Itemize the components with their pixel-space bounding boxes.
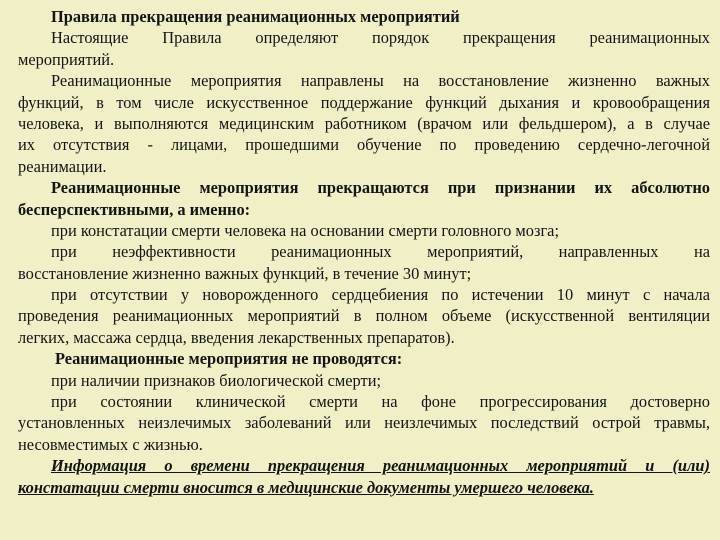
list-item-line: при наличии признаков биологической смерти; <box>51 370 382 390</box>
list-item-line: восстановление жизненно важных функций, в течение 30 минут; <box>18 263 472 283</box>
document-title: Правила прекращения реанимационных мероприятий <box>51 7 460 26</box>
emphasis-line: констатации смерти вносится в медицинские документы умершего человека. <box>18 477 594 497</box>
bold-line: бесперспективными, а именно: <box>18 199 251 219</box>
paragraph-line: Настоящие Правила определяют порядок прекращения реанимационных <box>51 28 710 48</box>
paragraph-line: их отсутствия - лицами, прошедшими обучение по проведению сердечно-легочной <box>18 135 710 155</box>
list-item-line: установленных неизлечимых заболеваний или неизлечимых последствий острой травмы, <box>18 413 710 433</box>
list-item-line: при состоянии клинической смерти на фоне прогрессирования достоверно <box>51 392 710 412</box>
emphasis-line: Информация о времени прекращения реанимационных мероприятий и (или) <box>51 456 710 476</box>
paragraph-line: человека, и выполняются медицинским работником (врачом или фельдшером), а в случае <box>18 113 710 133</box>
paragraph-line: Реанимационные мероприятия направлены на восстановление жизненно важных <box>51 71 710 91</box>
list-item-line: при констатации смерти человека на основании смерти головного мозга; <box>51 220 560 240</box>
list-item-line: проведения реанимационных мероприятий в полном объеме (искусственной вентиляции <box>18 306 710 326</box>
paragraph-line: функций, в том числе искусственное поддержание функций дыхания и кровообращения <box>18 92 710 112</box>
list-item-line: несовместимых с жизнью. <box>18 434 203 454</box>
list-item-line: при отсутствии у новорожденного сердцебиения по истечении 10 минут с начала <box>51 285 710 305</box>
bold-line: Реанимационные мероприятия прекращаются при признании их абсолютно <box>51 178 710 198</box>
list-item-line: легких, массажа сердца, введения лекарственных препаратов). <box>18 327 455 347</box>
list-item-line: при неэффективности реанимационных мероприятий, направленных на <box>51 242 710 262</box>
paragraph-line: реанимации. <box>18 156 107 176</box>
bold-line: Реанимационные мероприятия не проводятся: <box>55 349 403 369</box>
paragraph-line: мероприятий. <box>18 49 115 69</box>
